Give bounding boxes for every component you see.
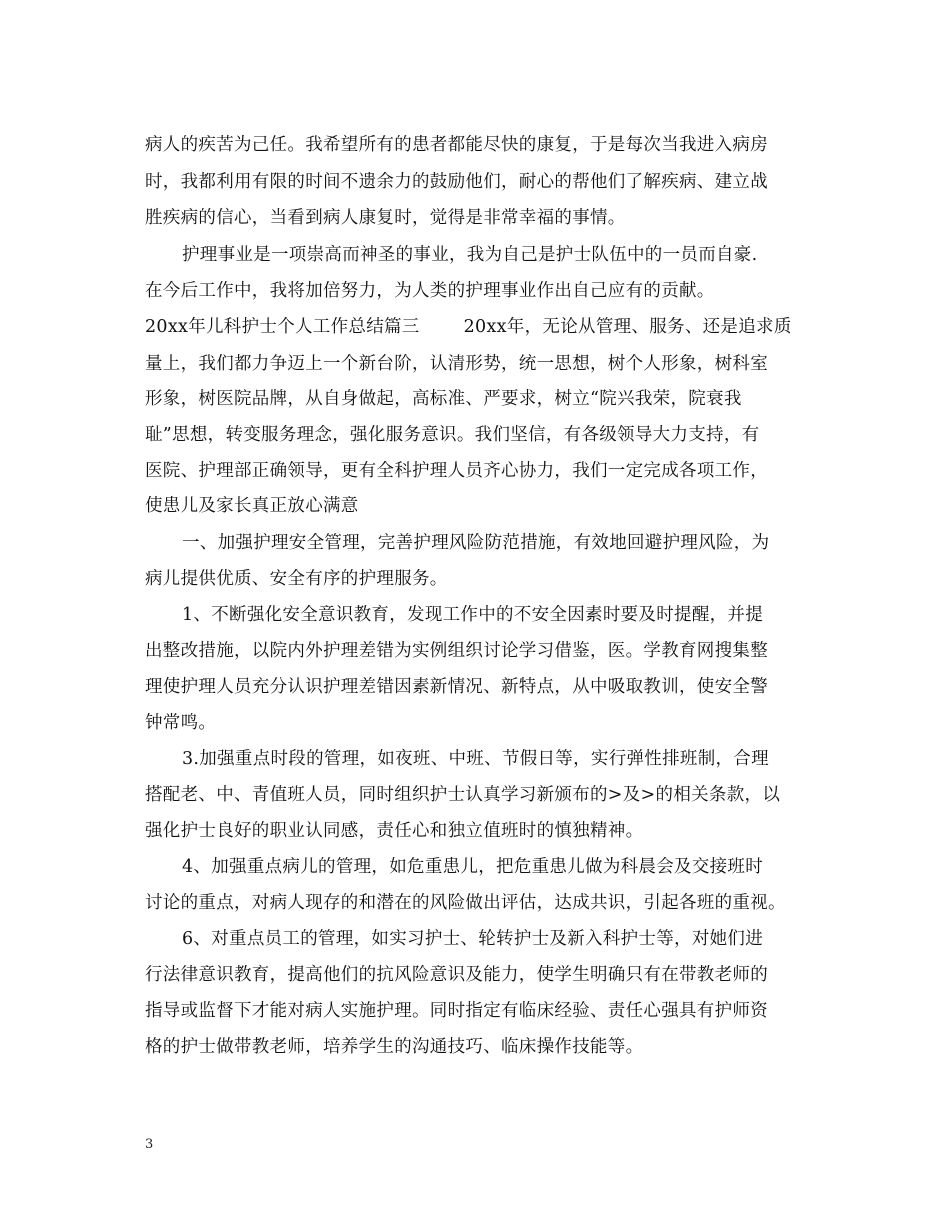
text-line: 病儿提供优质、安全有序的护理服务。 [145, 569, 448, 589]
text-line: 3.加强重点时段的管理，如夜班、中班、节假日等，实行弹性排班制，合理 [182, 749, 769, 769]
text-line: 在今后工作中，我将加倍努力，为人类的护理事业作出自己应有的贡献。 [145, 281, 715, 301]
text-line: 格的护士做带教老师，培养学生的沟通技巧、临床操作技能等。 [145, 1037, 644, 1057]
text-line: 出整改措施，以院内外护理差错为实例组织讨论学习借鉴，医。学教育网搜集整 [145, 641, 768, 661]
text-line: 钟常鸣。 [145, 713, 217, 733]
text-line: 使患儿及家长真正放心满意 [145, 496, 359, 516]
text-line: 医院、护理部正确领导，更有全科护理人员齐心协力，我们一定完成各项工作， [145, 461, 768, 481]
text-line: 指导或监督下才能对病人实施护理。同时指定有临床经验、责任心强具有护师资 [145, 1001, 768, 1021]
page-number: 3 [145, 1137, 154, 1152]
text-line: 搭配老、中、青值班人员，同时组织护士认真学习新颁布的>及>的相关条款，以 [145, 785, 781, 805]
section-intro: 20xx年，无论从管理、服务、还是追求质 [463, 317, 792, 337]
text-line: 量上，我们都力争迈上一个新台阶，认清形势，统一思想，树个人形象，树科室 [145, 354, 768, 374]
text-line: 4、加强重点病儿的管理，如危重患儿，把危重患儿做为科晨会及交接班时 [182, 857, 764, 877]
text-line: 理使护理人员充分认识护理差错因素新情况、新特点，从中吸取教训，使安全警 [145, 677, 768, 697]
text-line: 时，我都利用有限的时间不遗余力的鼓励他们，耐心的帮他们了解疾病、建立战 [145, 172, 768, 192]
text-line: 护理事业是一项崇高而神圣的事业，我为自己是护士队伍中的一员而自豪. [182, 245, 758, 265]
text-line: 强化护士良好的职业认同感，责任心和独立值班时的慎独精神。 [145, 821, 644, 841]
text-line: 耻”思想，转变服务理念，强化服务意识。我们坚信，有各级领导大力支持，有 [145, 425, 760, 445]
text-line: 讨论的重点，对病人现存的和潜在的风险做出评估，达成共识，引起各班的重视。 [145, 893, 786, 913]
text-line: 形象，树医院品牌，从自身做起，高标准、严要求，树立“院兴我荣，院衰我 [145, 389, 742, 409]
text-line: 1、不断强化安全意识教育，发现工作中的不安全因素时要及时提醒，并提 [182, 605, 764, 625]
text-line: 胜疾病的信心，当看到病人康复时，觉得是非常幸福的事情。 [145, 208, 626, 228]
text-line: 6、对重点员工的管理，如实习护士、轮转护士及新入科护士等，对她们进 [182, 929, 764, 949]
text-line [145, 315, 792, 339]
text-line: 病人的疾苦为己任。我希望所有的患者都能尽快的康复，于是每次当我进入病房 [145, 135, 768, 155]
text-line: 一、加强护理安全管理，完善护理风险防范措施，有效地回避护理风险，为 [182, 533, 770, 553]
text-line: 行法律意识教育，提高他们的抗风险意识及能力，使学生明确只有在带教老师的 [145, 965, 768, 985]
section-heading: 20xx年儿科护士个人工作总结篇三 [145, 317, 420, 337]
